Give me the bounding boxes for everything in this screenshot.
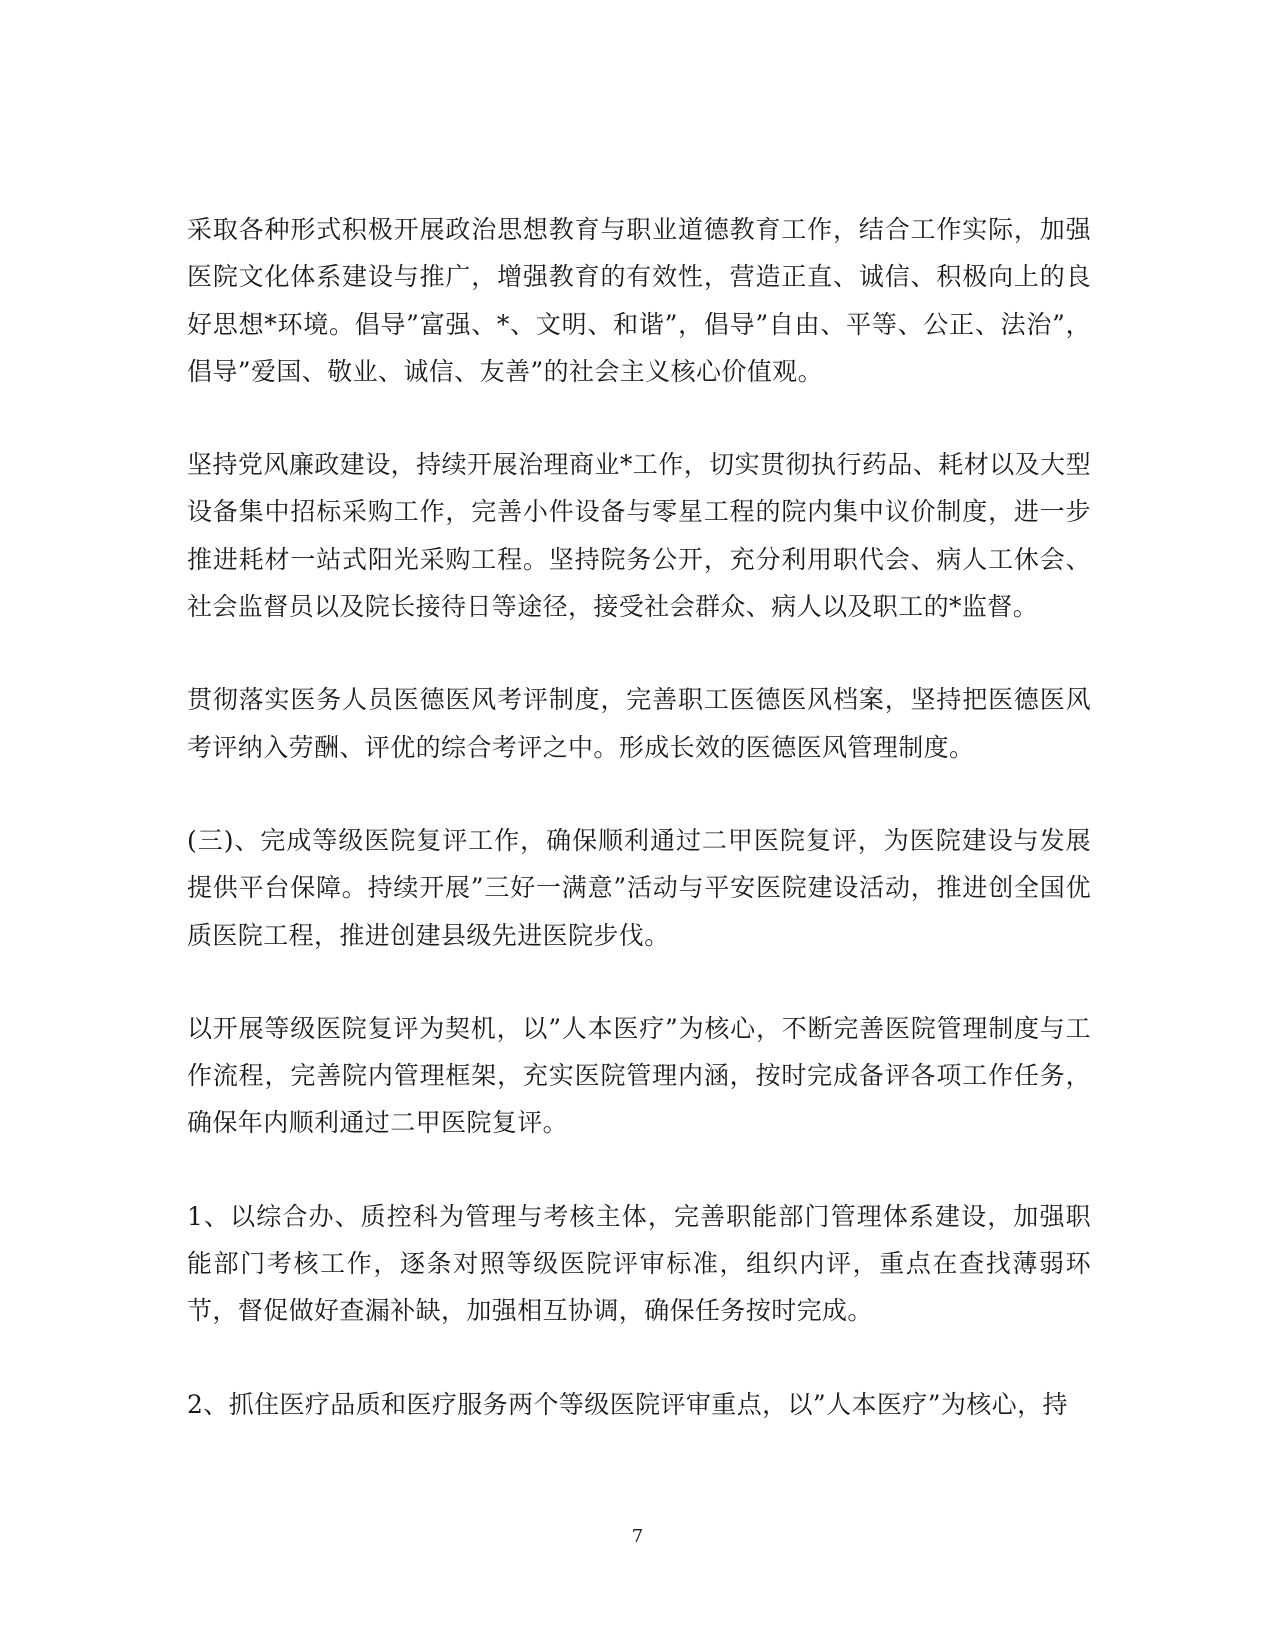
paragraph-1: 采取各种形式积极开展政治思想教育与职业道德教育工作，结合工作实际，加强医院文化体系建设与推广，增强教育的有效性，营造正直、诚信、积极向上的良好思想*环境。倡导”富强、*、文明、和谐”，倡导”自由、平等、公正、法治”，倡导”爱国、敬业、诚信、友善”的社会主义核心价值观。 xyxy=(187,215,1091,386)
page-number: 7 xyxy=(631,1526,644,1547)
paragraph-2: 坚持党风廉政建设，持续开展治理商业*工作，切实贯彻执行药品、耗材以及大型设备集中招标采购工作，完善小件设备与零星工程的院内集中议价制度，进一步推进耗材一站式阳光采购工程。坚持院务公开，充分利用职代会、病人工休会、社会监督员以及院长接待日等途径，接受社会群众、病人以及职工的*监督。 xyxy=(187,450,1091,622)
paragraph-3: 贯彻落实医务人员医德医风考评制度，完善职工医德医风档案，坚持把医德医风考评纳入劳酬、评优的综合考评之中。形成长效的医德医风管理制度。 xyxy=(187,685,1091,762)
document-body xyxy=(187,206,1091,1474)
paragraph-5: 以开展等级医院复评为契机，以”人本医疗”为核心，不断完善医院管理制度与工作流程，完善院内管理框架，充实医院管理内涵，按时完成备评各项工作任务，确保年内顺利通过二甲医院复评。 xyxy=(187,1013,1091,1138)
paragraph-6: 1、以综合办、质控科为管理与考核主体，完善职能部门管理体系建设，加强职能部门考核工作，逐条对照等级医院评审标准，组织内评，重点在查找薄弱环节，督促做好查漏补缺，加强相互协调，确保任务按时完成。 xyxy=(187,1201,1091,1326)
paragraph-4: (三)、完成等级医院复评工作，确保顺利通过二甲医院复评，为医院建设与发展提供平台保障。持续开展”三好一满意”活动与平安医院建设活动，推进创全国优质医院工程，推进创建县级先进医院步伐。 xyxy=(187,825,1091,950)
paragraph-7: 2、抓住医疗品质和医疗服务两个等级医院评审重点，以”人本医疗”为核心，持 xyxy=(187,1389,1068,1419)
